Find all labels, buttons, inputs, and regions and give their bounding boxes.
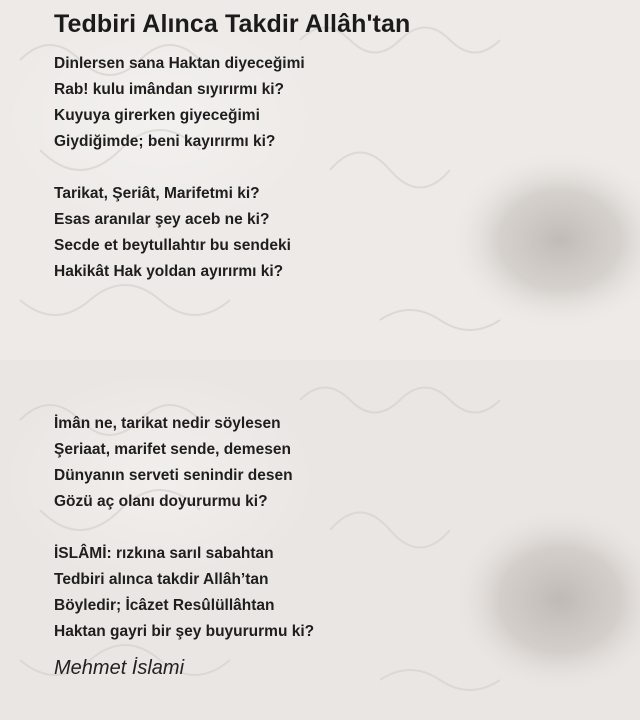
poem-line: Secde et beytullahtır bu sendeki: [54, 237, 291, 254]
poem-line: Tedbiri alınca takdir Allâh’tan: [54, 571, 269, 588]
stanza-1: [54, 51, 305, 155]
poem-line: Tarikat, Şeriât, Marifetmi ki?: [54, 185, 260, 202]
poem-author: Mehmet İslami: [54, 657, 185, 679]
poem-line: İSLÂMİ: rızkına sarıl sabahtan: [54, 545, 274, 562]
poem-line: Şeriaat, marifet sende, demesen: [54, 441, 291, 458]
stanza-2: [54, 181, 291, 285]
poem-title: Tedbiri Alınca Takdir Allâh'tan: [54, 10, 411, 38]
poem-line: Rab! kulu imândan sıyırırmı ki?: [54, 81, 284, 98]
stanza-4: [54, 541, 314, 645]
poem-line: Haktan gayri bir şey buyururmu ki?: [54, 623, 315, 640]
poem-line: Giydiğimde; beni kayırırmı ki?: [54, 133, 276, 150]
poem-line: Kuyuya girerken giyeceğimi: [54, 107, 260, 124]
stanza-3: [54, 411, 293, 515]
poem-line: Gözü aç olanı doyururmu ki?: [54, 493, 268, 510]
poem-line: Dinlersen sana Haktan diyeceğimi: [54, 55, 305, 72]
poem-line: İmân ne, tarikat nedir söylesen: [54, 415, 281, 432]
poem-line: Böyledir; İcâzet Resûlüllâhtan: [54, 597, 275, 614]
poem-line: Hakikât Hak yoldan ayırırmı ki?: [54, 263, 284, 280]
poem-line: Dünyanın serveti senindir desen: [54, 467, 293, 484]
poem-line: Esas aranılar şey aceb ne ki?: [54, 211, 270, 228]
